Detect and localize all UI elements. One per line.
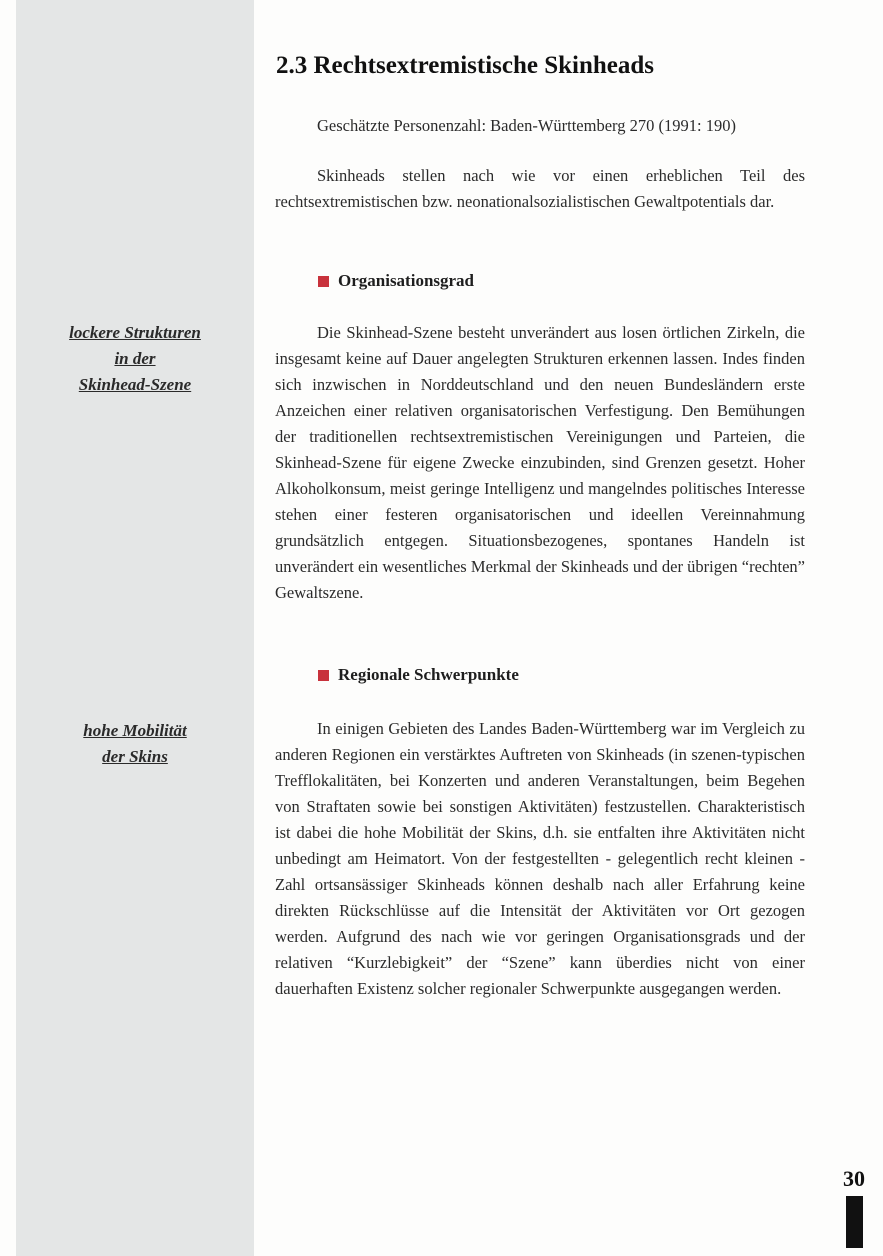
- section-title: 2.3 Rechtsextremistische Skinheads: [276, 52, 655, 79]
- intro-paragraph: Skinheads stellen nach wie vor einen erheblichen Teil des rechtsextremistischen bzw. neonationalsozialistischen Gewaltpotentials dar.: [275, 166, 805, 211]
- heading-organisationsgrad: [318, 271, 474, 291]
- person-count: Geschätzte Personenzahl: Baden-Württemberg 270 (1991: 190): [317, 116, 736, 135]
- schwerpunkte-paragraph: In einigen Gebieten des Landes Baden-Württemberg war im Vergleich zu anderen Regionen ein verstärktes Auftreten von Skinheads (in szenen-typischen Trefflokalitäten, bei Konzerten und anderen Veranstaltungen, beim Begehen von Straftaten sowie bei sonstigen Aktivitäten) festzustellen. Charakteristisch ist dabei die hohe Mobilität der Skins, d.h. sie entfalten ihre Aktivitäten nicht unbedingt am Heimatort. Von der festgestellten - gelegentlich recht kleinen - Zahl ortsansässiger Skinheads können deshalb nach aller Erfahrung keine direkten Rückschlüsse auf die Intensität der Aktivitäten vor Ort gezogen werden. Aufgrund des nach wie vor geringen Organisationsgrads und der relativen “Kurzlebigkeit” der “Szene” kann überdies nicht von einer dauerhaften Existenz solcher regionaler Schwerpunkte ausgegangen werden.: [275, 719, 805, 998]
- side-note-structures: [16, 320, 254, 398]
- side-note-line: Skinhead-Szene: [78, 375, 192, 394]
- heading-schwerpunkte-label: Regionale Schwerpunkte: [338, 665, 519, 684]
- heading-schwerpunkte: [318, 665, 519, 685]
- square-bullet-icon: [318, 276, 329, 287]
- side-note-line: hohe Mobilität: [83, 721, 187, 740]
- heading-organisationsgrad-label: Organisationsgrad: [338, 271, 475, 290]
- margin-sidebar: [16, 0, 254, 1256]
- page-number: 30: [843, 1166, 865, 1191]
- side-note-line: lockere Strukturen: [69, 323, 201, 342]
- side-note-line: der Skins: [102, 747, 168, 766]
- side-note-line: in der: [114, 349, 156, 368]
- page-marker-bar: [846, 1196, 863, 1248]
- side-note-mobility: [16, 718, 254, 770]
- square-bullet-icon: [318, 670, 329, 681]
- organisationsgrad-paragraph: Die Skinhead-Szene besteht unverändert aus losen örtlichen Zirkeln, die insgesamt keine auf Dauer angelegten Strukturen erkennen lassen. Indes finden sich inzwischen in Norddeutschland und den neuen Bundesländern erste Anzeichen einer relativen organisatorischen Verfestigung. Den Bemühungen der traditionellen rechtsextremistischen Vereinigungen und Parteien, die Skinhead-Szene für eigene Zwecke einzubinden, sind Grenzen gesetzt. Hoher Alkoholkonsum, meist geringe Intelligenz und mangelndes politisches Interesse stehen einer festeren organisatorischen und ideellen Vereinnahmung grundsätzlich entgegen. Situationsbezogenes, spontanes Handeln ist unverändert ein wesentliches Merkmal der Skinheads und der übrigen “rechten” Gewaltszene.: [275, 323, 805, 602]
